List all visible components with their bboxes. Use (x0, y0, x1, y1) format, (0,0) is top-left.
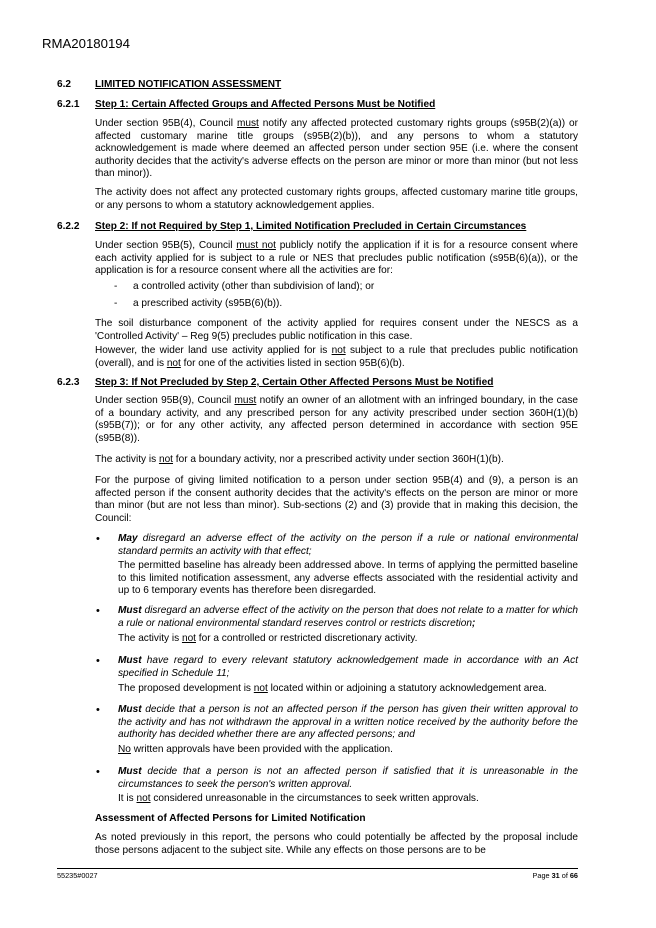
paragraph-623-3: For the purpose of giving limited notification to a person under section 95B(4) and (9), a person is an affected person if the consent authority decides that the activity's effects on the person are minor or more than minor (but are not less than minor). Sub-sections (2) and (3) provide that in making this decision, the Council: (95, 475, 578, 524)
footer-document-id: 55235#0027 (57, 871, 98, 880)
paragraph-622-3: However, the wider land use activity applied for is not subject to a rule that precludes public notification (overall), and is not for one of the activities listed in section 95B(6)(b). (95, 345, 578, 369)
paragraph-assessment: As noted previously in this report, the persons who could potentially be affected by the proposal include those persons adjacent to the subject site. While any effects on those persons are to be (95, 832, 578, 856)
subsection-number-623: 6.2.3 (57, 377, 80, 388)
bullet-2-text: Must disregard an adverse effect of the activity on the person that does not relate to a matter for which a rule or national environmental standard reserves control or restricts discretion; (118, 605, 578, 629)
paragraph-623-1: Under section 95B(9), Council must notify an owner of an allotment with an infringed boundary, in the case of a boundary activity, and any prescribed person for any activity prescribed under section 360H(1)(b) (s95B(7)); or for any other activity, any affected person determined in accordance with section 95E (s95B(8)). (95, 395, 578, 444)
bullet-4-response: No written approvals have been provided with the application. (118, 744, 393, 755)
list-dash-2: - (114, 298, 118, 309)
list-dash-1: - (114, 281, 118, 292)
bullet-1-response: The permitted baseline has already been addressed above. In terms of applying the permitted baseline to this limited notification assessment, any adverse effects associated with the residential activity and up to 6 temporary events has therefore been disregarded. (118, 560, 578, 597)
footer-rule (57, 868, 578, 869)
section-number: 6.2 (57, 79, 72, 90)
subsection-number-622: 6.2.2 (57, 221, 80, 232)
paragraph-621-2: The activity does not affect any protected customary rights groups, affected customary marine title groups, or any persons to whom a statutory acknowledgement applies. (95, 187, 578, 211)
assessment-subheading: Assessment of Affected Persons for Limited Notification (95, 813, 366, 824)
subsection-number-621: 6.2.1 (57, 99, 80, 110)
paragraph-622-2: The soil disturbance component of the activity applied for requires consent under the NESCS as a 'Controlled Activity' – Reg 9(5) precludes public notification in this case. (95, 318, 578, 342)
bullet-2-marker: • (96, 605, 100, 617)
bullet-1-text: May disregard an adverse effect of the activity on the person if a rule or national environmental standard permits an activity with that effect; (118, 533, 578, 557)
subsection-title-621: Step 1: Certain Affected Groups and Affected Persons Must be Notified (95, 99, 436, 110)
paragraph-621-1: Under section 95B(4), Council must notify any affected protected customary rights groups (s95B(2)(a)) or affected customary marine title groups (s95B(2)(b)), and any persons to whom a statutory acknowledgement is made where deemed an affected person under section 95E (i.e. where the consent authority decides that the activity's adverse effects on the person are minor or more than minor (but not less than minor)). (95, 118, 578, 180)
list-item-prescribed-activity: a prescribed activity (s95B(6)(b)). (133, 298, 283, 309)
bullet-5-marker: • (96, 766, 100, 778)
bullet-5-text: Must decide that a person is not an affected person if satisfied that it is unreasonable in the circumstances to seek the person's written approval. (118, 766, 578, 790)
bullet-3-response: The proposed development is not located within or adjoining a statutory acknowledgement area. (118, 683, 547, 694)
subsection-title-622: Step 2: If not Required by Step 1, Limited Notification Precluded in Certain Circumstances (95, 221, 527, 232)
paragraph-622-1: Under section 95B(5), Council must not publicly notify the application if it is for a resource consent where each activity applied for is subject to a rule or NES that precludes public notification (s95B(6)(a)), or the application is for a resource consent where all the activities are for: (95, 240, 578, 277)
bullet-3-text: Must have regard to every relevant statutory acknowledgement made in accordance with an Act specified in Schedule 11; (118, 655, 578, 679)
bullet-1-marker: • (96, 533, 100, 545)
document-reference: RMA20180194 (42, 36, 130, 51)
bullet-2-response: The activity is not for a controlled or restricted discretionary activity. (118, 633, 418, 644)
bullet-5-response: It is not considered unreasonable in the circumstances to seek written approvals. (118, 793, 479, 804)
section-title: LIMITED NOTIFICATION ASSESSMENT (95, 79, 282, 90)
footer-page-number: Page 31 of 66 (532, 871, 578, 880)
bullet-3-marker: • (96, 655, 100, 667)
list-item-controlled-activity: a controlled activity (other than subdivision of land); or (133, 281, 375, 292)
bullet-4-text: Must decide that a person is not an affected person if the person has given their written approval to the activity and has not withdrawn the approval in a written notice received by the authority before the authority has decided whether there are any affected persons; and (118, 704, 578, 741)
bullet-4-marker: • (96, 704, 100, 716)
subsection-title-623: Step 3: If Not Precluded by Step 2, Certain Other Affected Persons Must be Notified (95, 377, 494, 388)
paragraph-623-2: The activity is not for a boundary activity, nor a prescribed activity under section 360H(1)(b). (95, 454, 504, 465)
